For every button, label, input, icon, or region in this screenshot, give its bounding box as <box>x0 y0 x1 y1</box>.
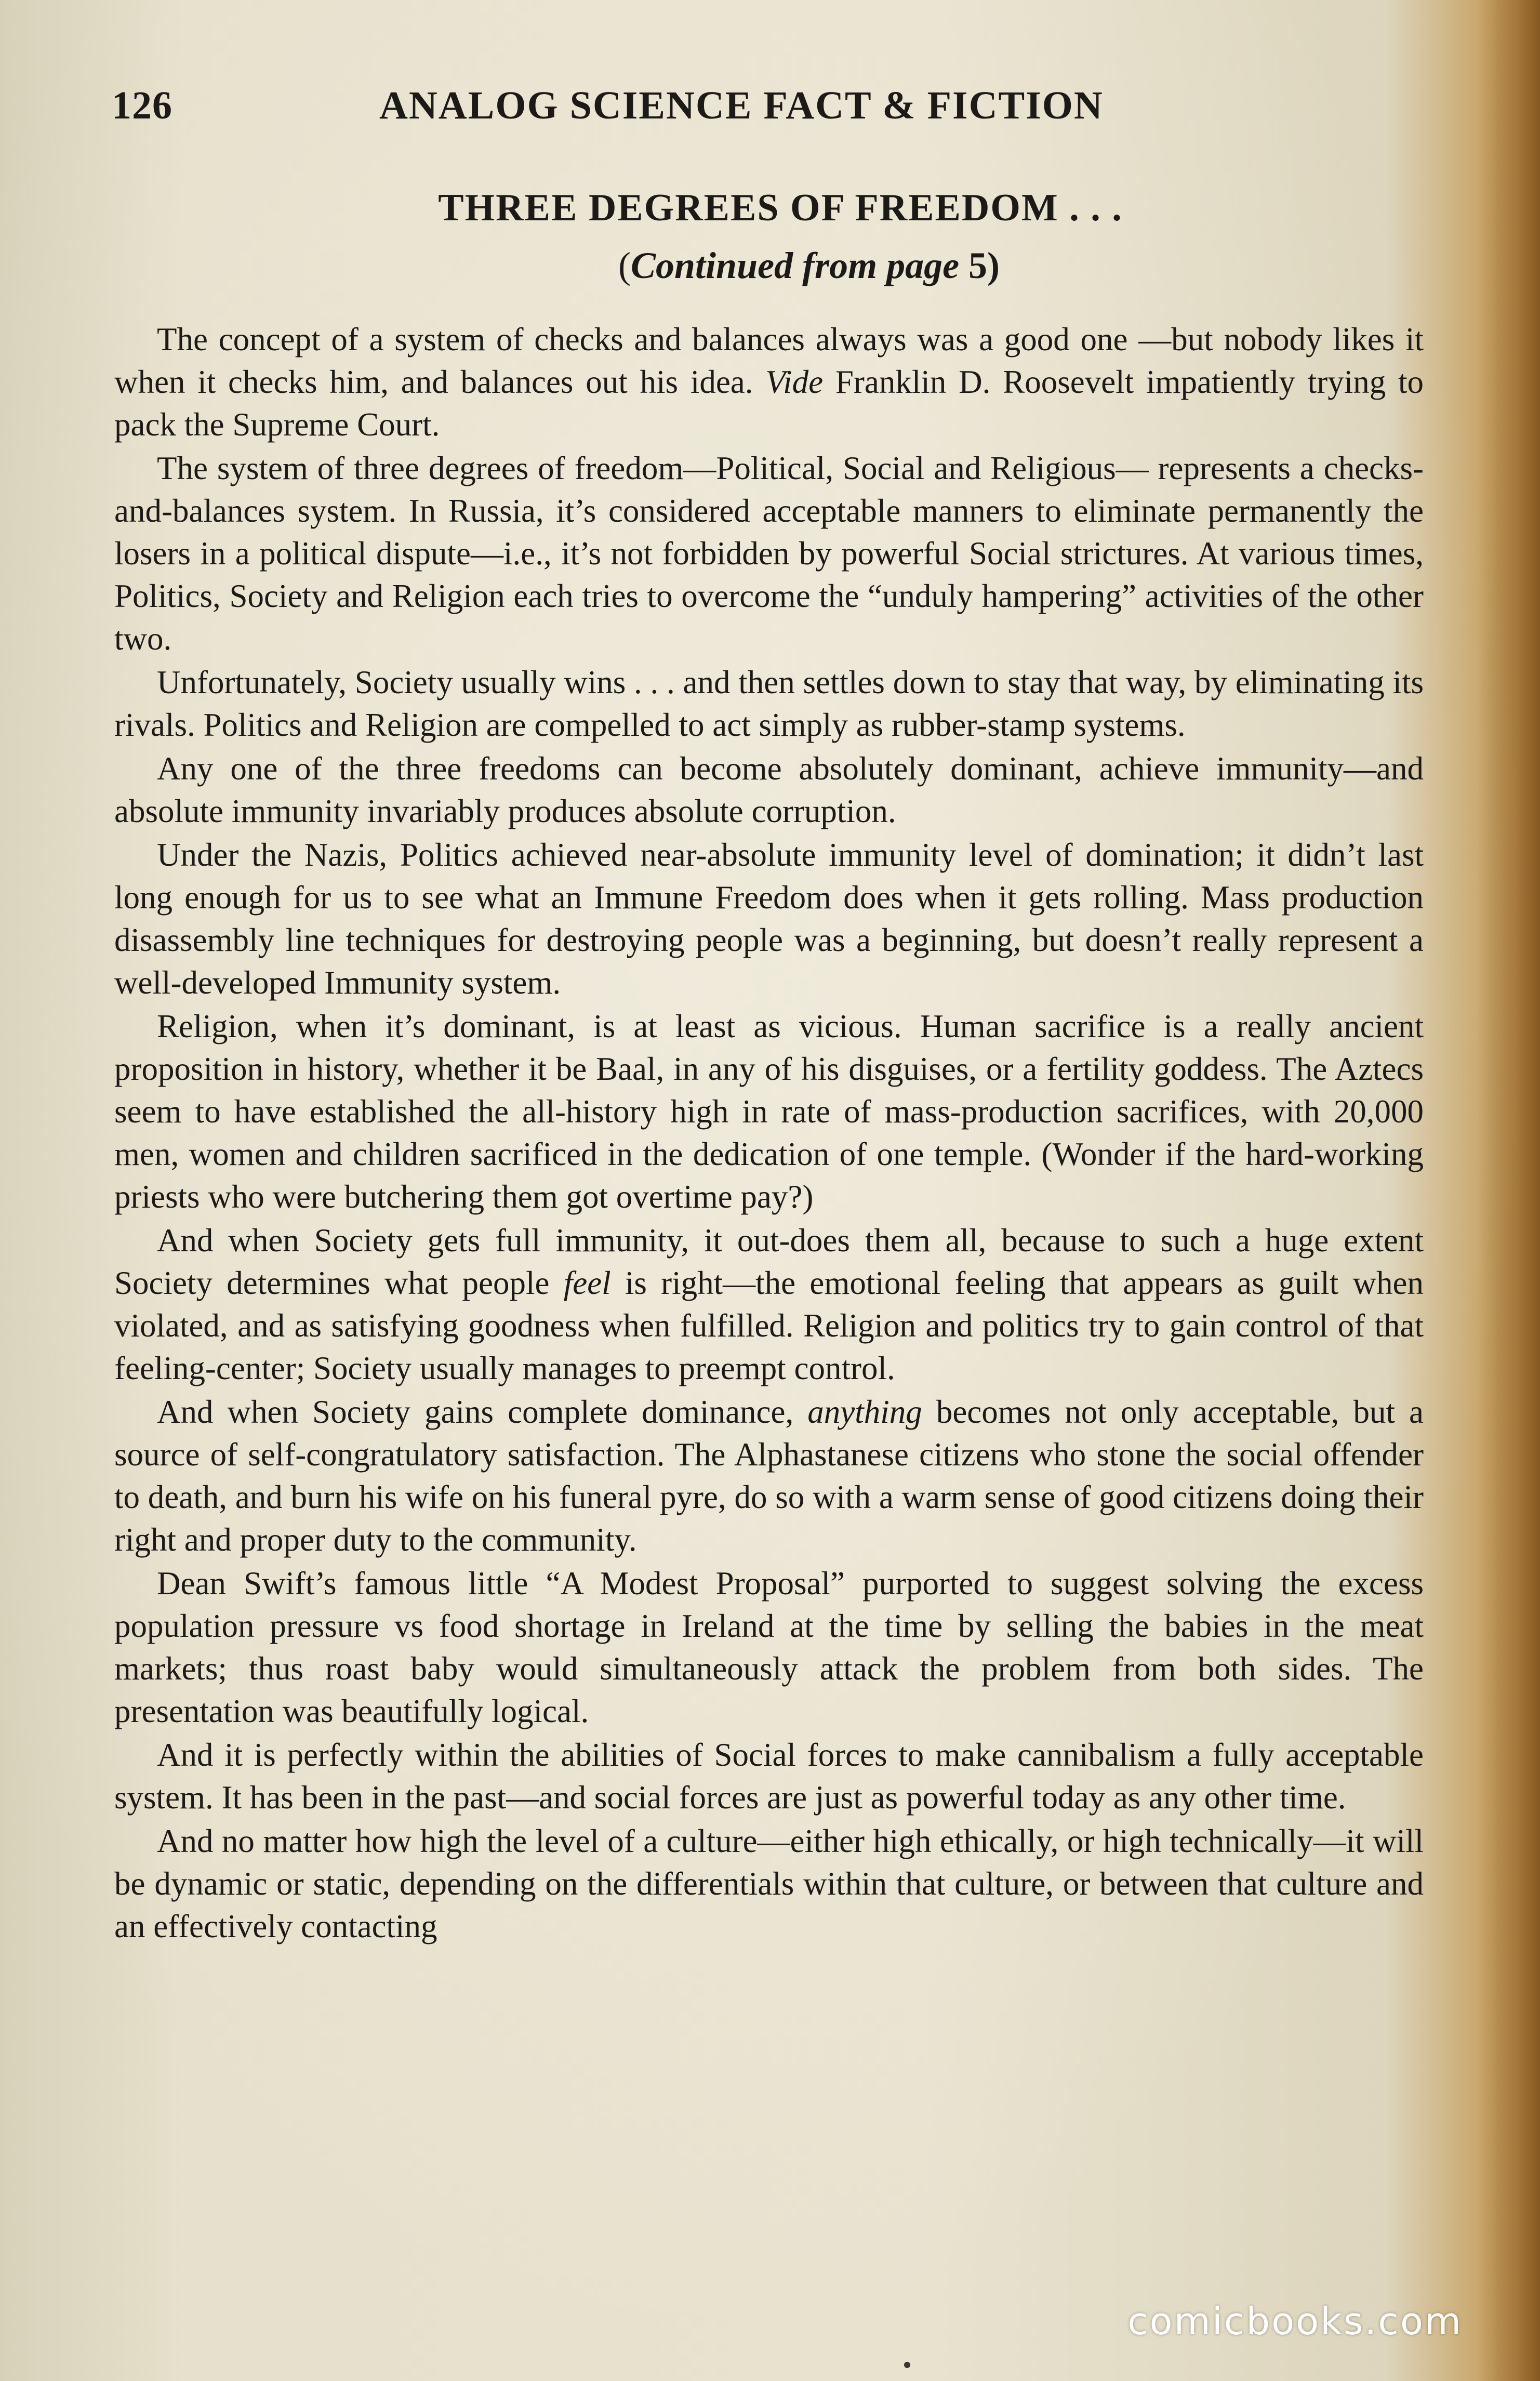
watermark: comicbooks.com <box>1127 2299 1463 2343</box>
paragraph-3: Unfortunately, Society usually wins . . . and then settles down to stay that way, by eliminating its rivals. Politics and Religion are compelled to act simply as rubber-stamp systems. <box>114 664 1424 743</box>
print-speck <box>904 2362 910 2368</box>
paragraph-4: Any one of the three freedoms can become absolutely dominant, achieve immunity—and absolute immunity invariably produces absolute corruption. <box>114 750 1424 829</box>
continued-italic: Continued from page <box>630 245 960 286</box>
paragraph-10: And it is perfectly within the abilities of Social forces to make cannibalism a fully acceptable system. It has been in the past—and social forces are just as powerful today as any other time. <box>114 1737 1424 1816</box>
running-head <box>112 83 1426 135</box>
article-title: THREE DEGREES OF FREEDOM . . . <box>438 187 1123 229</box>
paragraph-9: Dean Swift’s famous little “A Modest Proposal” purported to suggest solving the excess population pressure vs food shortage in Ireland at the time by selling the babies in the meat markets; thus roast baby would simultaneously attack the problem from both sides. The presentation was beautifully logical. <box>114 1565 1424 1729</box>
continued-number: 5) <box>959 245 1000 286</box>
paragraph-6: Religion, when it’s dominant, is at least as vicious. Human sacrifice is a really ancient proposition in history, whether it be Baal, in any of his disguises, or a fertility goddess. The Aztecs seem to have established the all-history high in rate of mass-production sacrifices, with 20,000 men, women and children sacrificed in the dedication of one temple. (Wonder if the hard-working priests who were butchering them got overtime pay?) <box>114 1008 1424 1215</box>
emphasis: Vide <box>765 364 824 400</box>
paragraph-1: The concept of a system of checks and balances always was a good one —but nobody likes it when it checks him, and balances out his idea. Vide Franklin D. Roosevelt impatiently trying to pack the Supreme Court. <box>114 321 1424 443</box>
spine-shadow <box>1478 0 1540 2381</box>
emphasis: anything <box>807 1394 922 1430</box>
paragraph-7: And when Society gets full immunity, it out-does them all, because to such a huge extent Society determines what people feel is right—the emotional feeling that appears as guilt when violated, and as satisfying goodness when fulfilled. Religion and politics try to gain control of that feeling-center; Society usually manages to preempt control. <box>114 1222 1424 1386</box>
paragraph-8: And when Society gains complete dominance, anything becomes not only acceptable, but a source of self-congratulatory satisfaction. The Alphastanese citizens who stone the social offender to death, and burn his wife on his funeral pyre, do so with a warm sense of good citizens doing their right and proper duty to the community. <box>114 1394 1424 1558</box>
paragraph-2: The system of three degrees of freedom—Political, Social and Religious— represents a checks-and-balances system. In Russia, it’s considered acceptable manners to eliminate permanently the losers in a political dispute—i.e., it’s not forbidden by powerful Social strictures. At various times, Politics, Society and Religion each tries to overcome the “unduly hampering” activities of the other two. <box>114 450 1424 657</box>
page-number: 126 <box>112 84 172 127</box>
paragraph-5: Under the Nazis, Politics achieved near-absolute immunity level of domination; it didn’t last long enough for us to see what an Immune Freedom does when it gets rolling. Mass production disassembly line techniques for destroying people was a beginning, but doesn’t really represent a well-developed Immunity system. <box>114 837 1424 1001</box>
magazine-title: ANALOG SCIENCE FACT & FICTION <box>379 84 1104 127</box>
continued-prefix: ( <box>618 245 631 286</box>
emphasis: feel <box>563 1265 611 1301</box>
article-body <box>114 318 1424 1949</box>
continued-note <box>0 244 1540 287</box>
paragraph-11: And no matter how high the level of a culture—either high ethically, or high technically—it will be dynamic or static, depending on the differentials within that culture, or between that culture and an effectively contacting <box>114 1823 1424 1945</box>
